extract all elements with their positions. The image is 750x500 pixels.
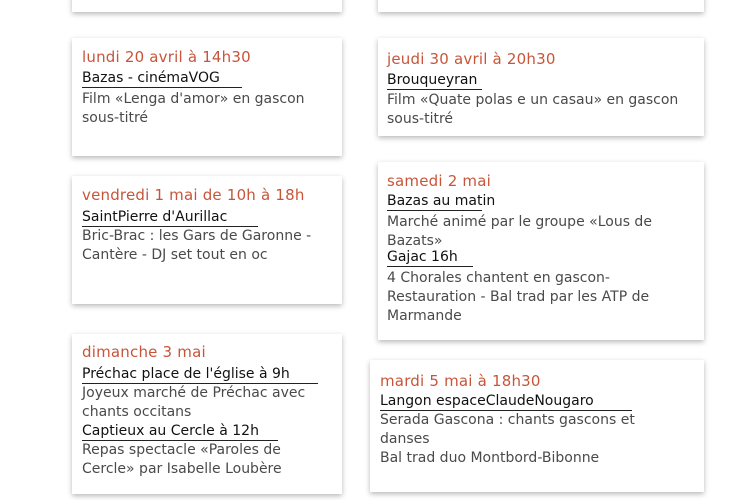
event-card-lundi [72, 38, 342, 156]
event-card-mardi [370, 360, 704, 492]
event-place-2: Gajac 16h [387, 249, 473, 267]
event-date: jeudi 30 avril à 20h30 [387, 50, 556, 68]
event-date: mardi 5 mai à 18h30 [380, 372, 541, 390]
event-place: Préchac place de l'église à 9h [82, 366, 318, 384]
event-description-2: Bal trad duo Montbord-Bibonne [380, 450, 600, 466]
event-description: Serada Gascona : chants gascons et danses [380, 412, 635, 447]
event-description: Film «Lenga d'amor» en gascon sous-titré [82, 91, 305, 126]
event-description-2: Repas spectacle «Paroles de Cercle» par Isabelle Loubère [82, 442, 282, 477]
event-description-2: 4 Chorales chantent en gascon- Restauration - Bal trad par les ATP de Marmande [387, 270, 650, 324]
event-place: Brouqueyran [387, 72, 482, 90]
event-card-jeudi [378, 38, 704, 136]
event-date: samedi 2 mai [387, 172, 491, 190]
event-date: vendredi 1 mai de 10h à 18h [82, 186, 305, 204]
event-description: Marché animé par le groupe «Lous de Bazats» [387, 214, 652, 249]
event-place: SaintPierre d'Aurillac [82, 209, 258, 227]
event-date: dimanche 3 mai [82, 343, 206, 361]
previous-card-left [72, 0, 342, 12]
event-place: Langon espaceClaudeNougaro [380, 393, 632, 411]
event-card-dimanche [72, 334, 342, 494]
event-description: Bric-Brac : les Gars de Garonne - Cantère - DJ set tout en oc [82, 228, 312, 263]
event-card-samedi [378, 162, 704, 340]
previous-card-right [378, 0, 704, 12]
event-description: Film «Quate polas e un casau» en gascon sous-titré [387, 92, 679, 127]
event-card-vendredi [72, 176, 342, 304]
event-place: Bazas au matin [387, 193, 496, 209]
event-date: lundi 20 avril à 14h30 [82, 48, 251, 66]
event-place: Bazas - cinémaVOG [82, 70, 242, 88]
event-place-2: Captieux au Cercle à 12h [82, 423, 278, 441]
event-description: Joyeux marché de Préchac avec chants occitans [82, 385, 306, 420]
